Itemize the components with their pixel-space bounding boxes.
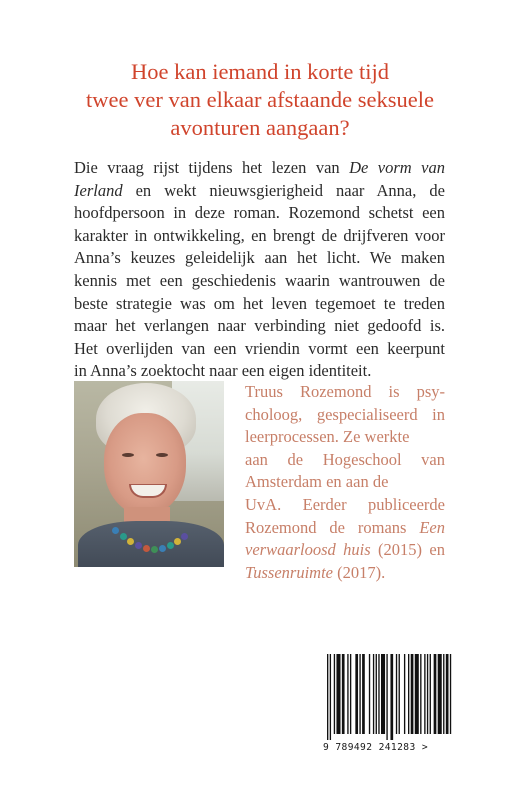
- barcode-bar: [446, 654, 449, 734]
- barcode-bar: [330, 654, 331, 740]
- barcode-bar: [438, 654, 442, 734]
- bio-line: [245, 517, 445, 540]
- blurb-text: Die vraag rijst tijdens het lezen van: [74, 158, 350, 177]
- barcode-bar: [386, 654, 387, 740]
- barcode-bar: [420, 654, 421, 734]
- barcode-bar: [415, 654, 419, 734]
- photo-necklace: [112, 525, 188, 565]
- prior-title-2: Tussenruimte: [245, 562, 334, 582]
- blurb-paragraph: [74, 157, 445, 383]
- bio-line: leerprocessen. Ze werkte: [245, 427, 410, 447]
- barcode-bar: [381, 654, 385, 734]
- blurb-line: Het overlijden van een vriendin vormt een keerpunt: [74, 338, 445, 358]
- necklace-bead: [167, 542, 174, 549]
- necklace-bead: [127, 538, 134, 545]
- bio-text: Rozemond de romans: [245, 517, 420, 537]
- barcode-bar: [430, 654, 431, 734]
- necklace-bead: [112, 527, 119, 534]
- blurb-line: maar het verlangen naar verbinding niet gedoofd is.: [74, 316, 445, 336]
- barcode-bar: [411, 654, 414, 734]
- barcode-bar: [376, 654, 377, 734]
- necklace-bead: [174, 538, 181, 545]
- isbn-number: 9 789492 241283 >: [323, 742, 428, 753]
- blurb-line: in Anna’s zoektocht naar een eigen identiteit.: [74, 361, 372, 381]
- headline-line-1: Hoe kan iemand in korte tijd: [130, 59, 390, 84]
- photo-face: [104, 413, 186, 515]
- necklace-bead: [151, 546, 158, 553]
- author-photo: [74, 381, 224, 567]
- book-title-part-2: Ierland: [74, 180, 123, 200]
- barcode-bar: [408, 654, 409, 734]
- necklace-bead: [135, 542, 142, 549]
- barcode-bar: [396, 654, 397, 734]
- blurb-line: kennis met een geschiedenis waarin wantrouwen de: [74, 270, 445, 290]
- bio-line: choloog, gespecialiseerd in: [245, 404, 445, 424]
- headline-line-2: twee ver van elkaar afstaande seksuele: [86, 87, 434, 112]
- blurb-text: en wekt nieuwsgierigheid naar Anna, de: [122, 180, 445, 200]
- barcode-bar: [390, 654, 393, 740]
- barcode-bar: [434, 654, 437, 734]
- bio-line: [245, 539, 445, 562]
- necklace-bead: [143, 545, 150, 552]
- blurb-line: [74, 157, 445, 180]
- barcode-bar: [342, 654, 345, 734]
- bio-line: UvA. Eerder publiceerde: [245, 494, 445, 514]
- barcode-bar: [404, 654, 405, 734]
- bio-text: (2015) en: [370, 540, 445, 560]
- barcode-bar: [373, 654, 374, 734]
- bio-text: (2017).: [333, 562, 386, 582]
- bio-line: aan de Hogeschool van: [245, 449, 445, 469]
- barcode-bar: [355, 654, 358, 734]
- barcode-bar: [327, 654, 328, 740]
- blurb-line: hoofdpersoon in deze roman. Rozemond schetst een: [74, 203, 445, 223]
- necklace-bead: [159, 545, 166, 552]
- barcode-bar: [450, 654, 451, 734]
- barcode-bar: [350, 654, 351, 734]
- prior-title-1-part-2: verwaarloosd huis: [245, 540, 371, 560]
- bio-line: Truus Rozemond is psy-: [245, 382, 445, 401]
- headline: [60, 58, 460, 142]
- blurb-line: beste strategie was om het leven tegemoet te treden: [74, 293, 445, 313]
- necklace-bead: [120, 533, 127, 540]
- barcode-bar: [399, 654, 400, 734]
- barcode-bars: [323, 654, 453, 740]
- barcode-bar: [362, 654, 365, 734]
- barcode-bar: [334, 654, 335, 734]
- barcode-bar: [369, 654, 370, 734]
- blurb-line: karakter in ontwikkeling, en brengt de drijfveren voor: [74, 225, 445, 245]
- headline-line-3: avonturen aangaan?: [170, 115, 350, 140]
- bio-line: Amsterdam en aan de: [245, 472, 389, 492]
- barcode-bar: [336, 654, 340, 734]
- barcode-bar: [427, 654, 428, 734]
- barcode-bar: [359, 654, 360, 734]
- blurb-line: Anna’s keuzes geleidelijk aan het licht. We maken: [74, 248, 445, 268]
- photo-eye: [122, 453, 134, 457]
- photo-eye: [156, 453, 168, 457]
- barcode-bar: [378, 654, 379, 734]
- barcode-bar: [347, 654, 348, 734]
- prior-title-1-part-1: Een: [419, 517, 445, 537]
- blurb-line: [74, 180, 445, 203]
- barcode-bar: [443, 654, 444, 734]
- barcode-bar: [424, 654, 425, 734]
- necklace-bead: [181, 533, 188, 540]
- author-bio: [245, 381, 445, 584]
- bio-line: [245, 562, 445, 585]
- book-title-part-1: De vorm van: [349, 158, 445, 177]
